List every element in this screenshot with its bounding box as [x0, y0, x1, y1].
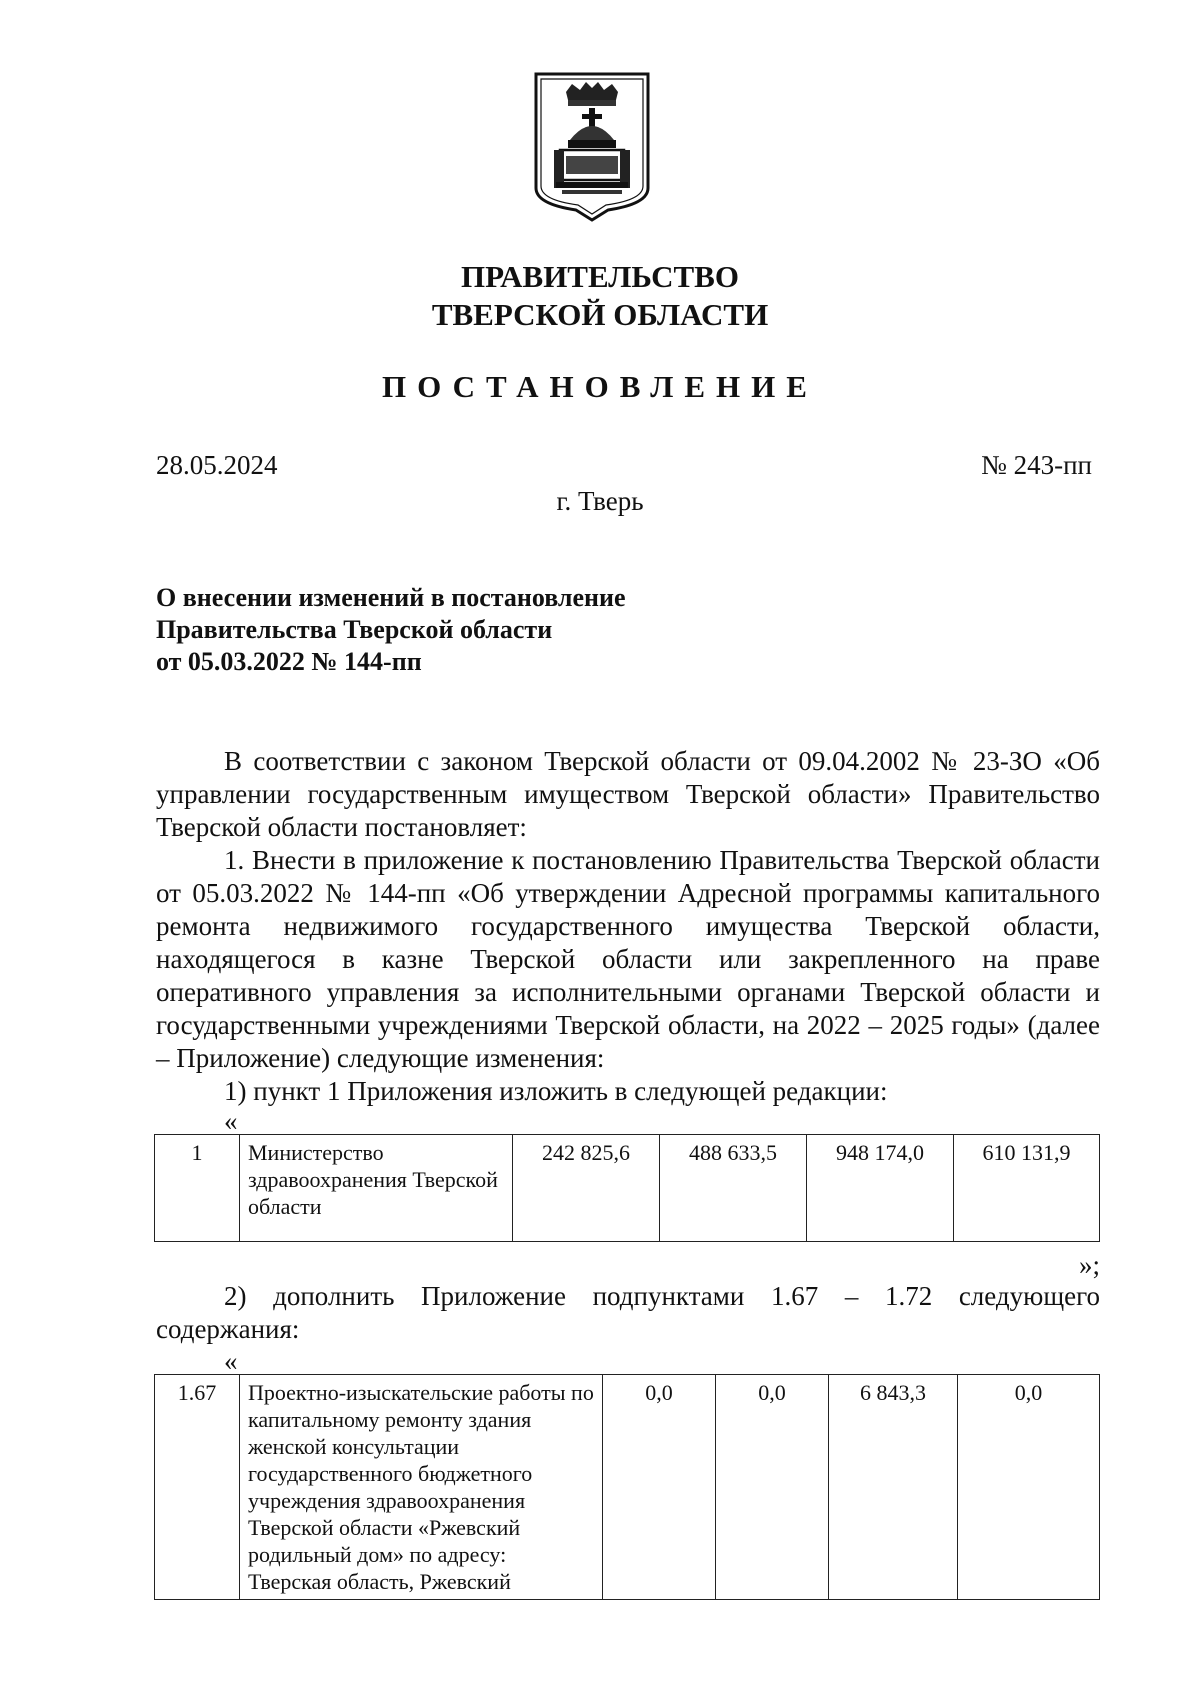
table-row	[155, 1135, 1100, 1242]
row-value-1: 242 825,6	[513, 1135, 660, 1242]
subject-line3: от 05.03.2022 № 144-пп	[156, 647, 422, 676]
open-quote-1: «	[224, 1106, 238, 1136]
row-name: Проектно-изыскательские работы по капитальному ремонту здания женской консультации государственного бюджетного учреждения здравоохранения Тверской области «Ржевский родильный дом» по адресу: Тверская область, Ржевский	[240, 1375, 603, 1600]
coat-of-arms-emblem	[532, 70, 652, 222]
row-value-2: 488 633,5	[660, 1135, 807, 1242]
document-number: № 243-пп	[981, 450, 1092, 480]
row-value-4: 610 131,9	[954, 1135, 1100, 1242]
item1-paragraph: 1. Внести в приложение к постановлению Правительства Тверской области от 05.03.2022 № 144-пп «Об утверждении Адресной программы капитального ремонта недвижимого государственного имущества Тверской области, находящегося в казне Тверской области или закрепленного на праве оперативного управления за исполнительными органами Тверской области и государственными учреждениями Тверской области, на 2022 – 2025 годы» (далее – Приложение) следующие изменения:	[156, 845, 1100, 1073]
subitem2-paragraph: 2) дополнить Приложение подпунктами 1.67 – 1.72 следующего содержания:	[156, 1281, 1100, 1344]
subitem1-paragraph: 1) пункт 1 Приложения изложить в следующей редакции:	[224, 1076, 888, 1106]
row-value-4: 0,0	[958, 1375, 1100, 1600]
subject-line1: О внесении изменений в постановление	[156, 583, 626, 612]
table-item-1	[154, 1134, 1100, 1242]
open-quote-2: «	[224, 1346, 238, 1376]
row-name: Министерство здравоохранения Тверской области	[240, 1135, 513, 1242]
subject-line2: Правительства Тверской области	[156, 615, 553, 644]
close-quote-1: »;	[1078, 1250, 1100, 1280]
government-title	[0, 258, 1200, 334]
table-row	[155, 1375, 1100, 1600]
government-title-line2: ТВЕРСКОЙ ОБЛАСТИ	[431, 297, 769, 332]
row-value-3: 6 843,3	[829, 1375, 958, 1600]
row-value-2: 0,0	[716, 1375, 829, 1600]
row-number: 1	[155, 1135, 240, 1242]
intro-paragraph: В соответствии с законом Тверской области от 09.04.2002 № 23-ЗО «Об управлении государственным имуществом Тверской области» Правительство Тверской области постановляет:	[156, 746, 1100, 842]
government-title-line1: ПРАВИТЕЛЬСТВО	[461, 259, 739, 294]
document-city: г. Тверь	[556, 486, 644, 516]
row-value-1: 0,0	[603, 1375, 716, 1600]
row-number: 1.67	[155, 1375, 240, 1600]
row-value-3: 948 174,0	[807, 1135, 954, 1242]
table-item-1-67	[154, 1374, 1100, 1600]
document-date: 28.05.2024	[156, 450, 278, 480]
document-type: ПОСТАНОВЛЕНИЕ	[382, 369, 818, 404]
document-subject	[156, 582, 856, 678]
